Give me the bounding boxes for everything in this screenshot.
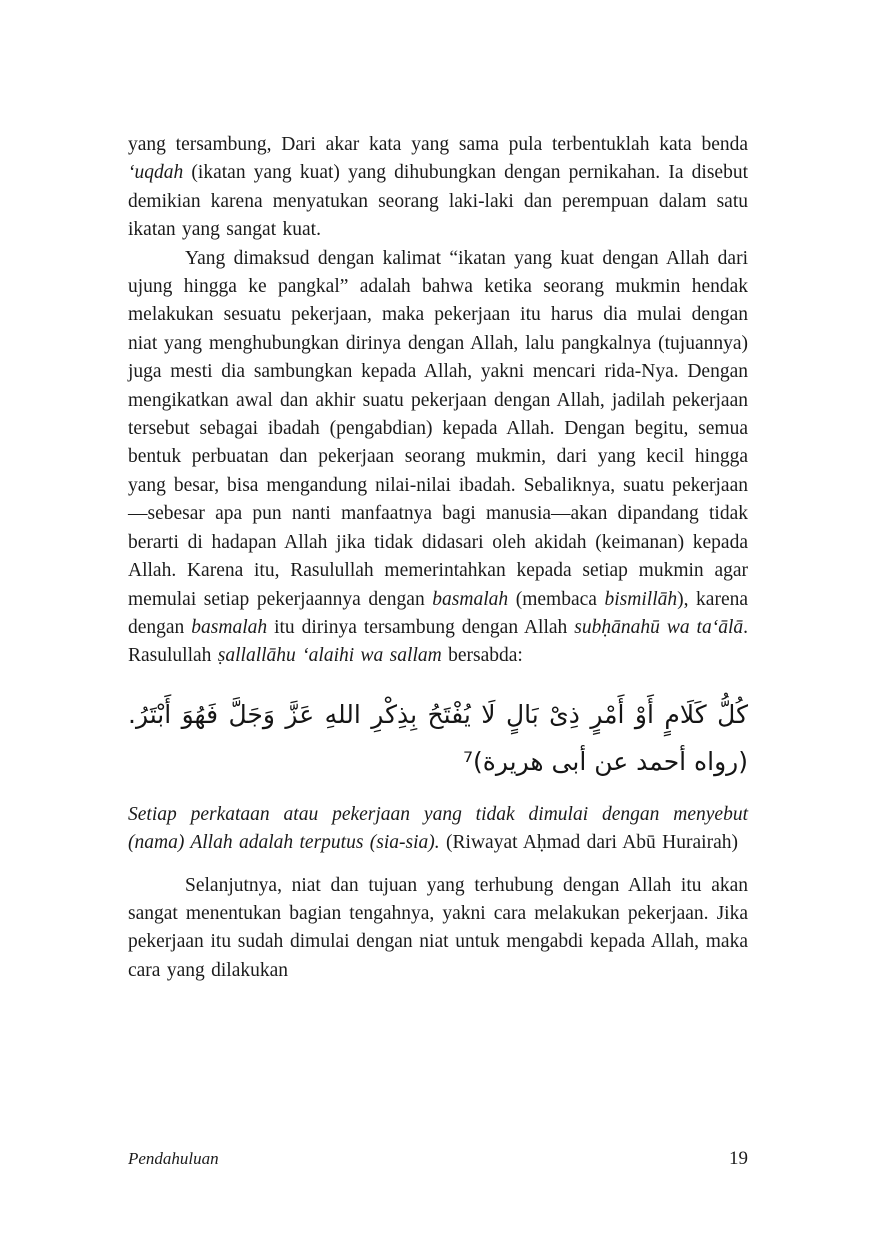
body-text: bersabda: [441, 645, 523, 667]
footer-section-label: Pendahuluan [128, 1149, 219, 1168]
emphasized-text: basmalah [191, 616, 268, 638]
emphasized-text: basmalah [432, 588, 509, 610]
body-text: (Riwayat Aḥmad dari Abū Hurairah) [439, 832, 738, 854]
body-text: . Rasulullah [128, 616, 748, 667]
emphasized-text: ṣallallāhu ‘alaihi wa sallam [217, 645, 442, 667]
hadith-translation [128, 801, 748, 858]
body-text: (ikatan yang kuat) yang dihubungkan dengan pernikahan. Ia disebut demikian karena menyatukan seorang laki-laki dan perempuan dalam satu ikatan yang sangat kuat. [128, 162, 748, 241]
page-number: 19 [729, 1148, 748, 1169]
body-text: Yang dimaksud dengan kalimat “ikatan yang kuat dengan Allah dari ujung hingga ke pangkal” adalah bahwa ketika seorang mukmin hendak melakukan sesuatu pekerjaan, maka pekerjaan itu harus dia mulai dengan niat yang menghubungkan dirinya dengan Allah, lalu pangkalnya (tujuannya) juga mesti dia sambungkan kepada Allah, yakni mencari rida-Nya. Dengan mengikatkan awal dan akhir suatu pekerjaan dengan Allah, jadilah pekerjaan tersebut sebagai ibadah (pengabdian) kepada Allah. Dengan begitu, semua bentuk perbuatan dan pekerjaan seorang mukmin, dari yang kecil hingga yang besar, bisa mengandung nilai-nilai ibadah. Sebaliknya, suatu pekerjaan—sebesar apa pun nanti manfaatnya bagi manusia—akan dipandang tidak berarti di hadapan Allah jika tidak didasari oleh akidah (keimanan) kepada Allah. Karena itu, Rasulullah memerintahkan kepada setiap mukmin agar memulai setiap pekerjaannya dengan [128, 247, 748, 610]
body-text: yang tersambung, Dari akar kata yang sama pula terbentuklah kata benda [128, 134, 748, 155]
body-text: (membaca [508, 588, 605, 610]
body-text: Selanjutnya, niat dan tujuan yang terhubung dengan Allah itu akan sangat menentukan bagian tengahnya, yakni cara melakukan pekerjaan. Jika pekerjaan itu sudah dimulai dengan niat untuk mengabdi kepada Allah, maka cara yang dilakukan [128, 874, 748, 981]
emphasized-text: bismillāh [604, 588, 678, 610]
emphasized-text: Setiap perkataan atau pekerjaan yang tidak dimulai dengan menyebut (nama) Allah adalah terputus (sia-sia). [128, 803, 748, 854]
body-text: itu dirinya tersambung dengan Allah [267, 616, 575, 638]
arabic-hadith: كُلُّ كَلَامٍ أَوْ أَمْرٍ ذِىْ بَالٍ لَا يُفْتَحُ بِذِكْرِ اللهِ عَزَّ وَجَلَّ فَهُوَ أَبْتَرُ. (رواه أحمد عن أبى هريرة)⁷ [128, 699, 748, 776]
emphasized-text: ‘uqdah [128, 162, 184, 184]
body-text: ), karena dengan [128, 588, 749, 638]
emphasized-text: subḥānahū wa ta‘ālā [574, 616, 744, 638]
page-footer [128, 1148, 748, 1170]
paragraph [128, 245, 748, 671]
paragraph [128, 131, 748, 245]
paragraph [128, 872, 748, 986]
